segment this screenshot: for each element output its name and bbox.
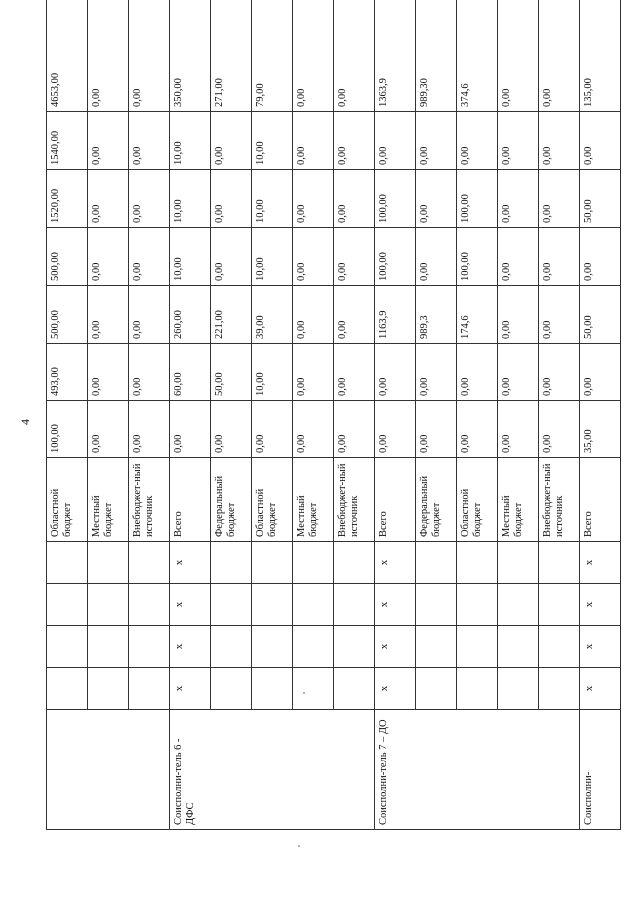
total-value-cell: 374,6 [457,0,498,112]
funding-source-cell: Всего [580,458,621,542]
mark-cell: x [375,584,416,626]
table-row [416,0,457,830]
scan-speck [298,845,300,847]
funding-source-cell: Областной бюджет [47,458,88,542]
year-value-cell: 0,00 [88,170,129,228]
mark-cell [498,584,539,626]
mark-cell [88,542,129,584]
funding-source-cell: Местный бюджет [498,458,539,542]
mark-cell [539,542,580,584]
year-value-cell: 989,3 [416,286,457,344]
year-value-cell: 0,00 [88,286,129,344]
total-value-cell: 989,30 [416,0,457,112]
year-value-cell: 0,00 [498,170,539,228]
mark-cell [88,584,129,626]
total-value-cell: 0,00 [293,0,334,112]
mark-cell [129,626,170,668]
year-value-cell: 0,00 [211,170,252,228]
budget-table [46,0,621,830]
year-value-cell: 0,00 [416,112,457,170]
year-value-cell: 260,00 [170,286,211,344]
mark-cell [457,542,498,584]
year-value-cell: 10,00 [170,228,211,286]
mark-cell: x [580,584,621,626]
year-value-cell: 0,00 [88,344,129,401]
year-value-cell: 35,00 [580,401,621,458]
year-value-cell: 0,00 [539,228,580,286]
mark-cell [498,542,539,584]
year-value-cell: 10,00 [170,170,211,228]
year-value-cell: 0,00 [293,170,334,228]
executor-cell: Соисполни- [580,710,621,830]
year-value-cell: 0,00 [416,170,457,228]
executor-cell: Соисполни-тель 6 - ДФС [170,710,375,830]
mark-cell [47,626,88,668]
mark-cell [498,668,539,710]
year-value-cell: 0,00 [293,286,334,344]
total-value-cell: 1363,9 [375,0,416,112]
total-value-cell: 0,00 [498,0,539,112]
mark-cell [293,668,334,710]
table-row [580,0,621,830]
year-value-cell: 0,00 [375,344,416,401]
year-value-cell: 0,00 [539,344,580,401]
year-value-cell: 0,00 [293,112,334,170]
year-value-cell: 0,00 [129,401,170,458]
mark-cell [457,584,498,626]
year-value-cell: 50,00 [580,170,621,228]
year-value-cell: 10,00 [170,112,211,170]
year-value-cell: 500,00 [47,228,88,286]
year-value-cell: 0,00 [375,112,416,170]
year-value-cell: 0,00 [334,170,375,228]
total-value-cell: 79,00 [252,0,293,112]
year-value-cell: 0,00 [498,401,539,458]
year-value-cell: 0,00 [457,112,498,170]
rotated-page [46,40,596,830]
year-value-cell: 0,00 [334,228,375,286]
total-value-cell: 0,00 [539,0,580,112]
year-value-cell: 100,00 [457,170,498,228]
mark-cell [416,542,457,584]
year-value-cell: 0,00 [88,401,129,458]
year-value-cell: 174,6 [457,286,498,344]
year-value-cell: 493,00 [47,344,88,401]
mark-cell: x [580,626,621,668]
table-body [47,0,621,830]
funding-source-cell: Внебюджет-ный источник [129,458,170,542]
funding-source-cell: Всего [375,458,416,542]
mark-cell [211,542,252,584]
mark-cell [334,626,375,668]
year-value-cell: 0,00 [539,112,580,170]
year-value-cell: 0,00 [539,401,580,458]
mark-cell [88,668,129,710]
total-value-cell: 4653,00 [47,0,88,112]
year-value-cell: 0,00 [457,344,498,401]
funding-source-cell: Областной бюджет [252,458,293,542]
year-value-cell: 60,00 [170,344,211,401]
year-value-cell: 10,00 [252,228,293,286]
mark-cell: x [580,542,621,584]
year-value-cell: 0,00 [334,112,375,170]
year-value-cell: 0,00 [211,112,252,170]
total-value-cell: 0,00 [129,0,170,112]
year-value-cell: 0,00 [498,286,539,344]
mark-cell [252,626,293,668]
year-value-cell: 0,00 [580,344,621,401]
year-value-cell: 0,00 [293,401,334,458]
year-value-cell: 100,00 [375,170,416,228]
year-value-cell: 0,00 [129,344,170,401]
table-row [170,0,211,830]
mark-cell: x [170,668,211,710]
table-row [498,0,539,830]
table-row [293,0,334,830]
year-value-cell: 0,00 [170,401,211,458]
year-value-cell: 0,00 [498,344,539,401]
funding-source-cell: Федеральный бюджет [416,458,457,542]
mark-cell [129,542,170,584]
mark-cell [211,626,252,668]
year-value-cell: 10,00 [252,112,293,170]
scan-speck [303,692,305,694]
mark-cell [334,584,375,626]
mark-cell [293,584,334,626]
funding-source-cell: Всего [170,458,211,542]
year-value-cell: 0,00 [211,228,252,286]
mark-cell: x [170,542,211,584]
mark-cell [47,584,88,626]
year-value-cell: 0,00 [416,401,457,458]
mark-cell [211,584,252,626]
table-row [252,0,293,830]
mark-cell [129,584,170,626]
mark-cell: x [375,626,416,668]
year-value-cell: 0,00 [334,286,375,344]
year-value-cell: 0,00 [129,112,170,170]
funding-source-cell: Местный бюджет [293,458,334,542]
table-row [211,0,252,830]
executor-cell: Соисполни-тель 7 – ДО [375,710,580,830]
mark-cell [293,626,334,668]
year-value-cell: 10,00 [252,344,293,401]
funding-source-cell: Федеральный бюджет [211,458,252,542]
mark-cell [539,668,580,710]
year-value-cell: 0,00 [129,228,170,286]
year-value-cell: 0,00 [539,170,580,228]
year-value-cell: 0,00 [416,228,457,286]
table-row [129,0,170,830]
funding-source-cell: Местный бюджет [88,458,129,542]
mark-cell [457,626,498,668]
year-value-cell: 1520,00 [47,170,88,228]
mark-cell [88,626,129,668]
mark-cell [252,542,293,584]
year-value-cell: 0,00 [498,228,539,286]
mark-cell [539,584,580,626]
year-value-cell: 0,00 [211,401,252,458]
year-value-cell: 0,00 [129,170,170,228]
year-value-cell: 1163,9 [375,286,416,344]
table-row [47,0,88,830]
year-value-cell: 50,00 [211,344,252,401]
year-value-cell: 0,00 [334,344,375,401]
year-value-cell: 1540,00 [47,112,88,170]
table-row [334,0,375,830]
mark-cell [252,668,293,710]
year-value-cell: 100,00 [47,401,88,458]
table-row [457,0,498,830]
mark-cell [129,668,170,710]
year-value-cell: 100,00 [375,228,416,286]
funding-source-cell: Внебюджет-ный источник [539,458,580,542]
total-value-cell: 0,00 [334,0,375,112]
year-value-cell: 0,00 [293,228,334,286]
table-row [375,0,416,830]
year-value-cell: 500,00 [47,286,88,344]
year-value-cell: 0,00 [580,228,621,286]
year-value-cell: 0,00 [498,112,539,170]
mark-cell: x [580,668,621,710]
year-value-cell: 0,00 [416,344,457,401]
year-value-cell: 0,00 [129,286,170,344]
funding-source-cell: Внебюджет-ный источник [334,458,375,542]
mark-cell [416,584,457,626]
year-value-cell: 0,00 [293,344,334,401]
mark-cell [47,668,88,710]
year-value-cell: 0,00 [334,401,375,458]
mark-cell [539,626,580,668]
year-value-cell: 10,00 [252,170,293,228]
year-value-cell: 100,00 [457,228,498,286]
mark-cell [293,542,334,584]
mark-cell [47,542,88,584]
mark-cell [416,668,457,710]
year-value-cell: 0,00 [580,112,621,170]
year-value-cell: 0,00 [457,401,498,458]
mark-cell [334,542,375,584]
mark-cell: x [170,626,211,668]
table-row [539,0,580,830]
year-value-cell: 0,00 [252,401,293,458]
year-value-cell: 39,00 [252,286,293,344]
total-value-cell: 0,00 [88,0,129,112]
year-value-cell: 0,00 [88,112,129,170]
mark-cell: x [170,584,211,626]
mark-cell [211,668,252,710]
mark-cell [334,668,375,710]
year-value-cell: 0,00 [88,228,129,286]
year-value-cell: 0,00 [539,286,580,344]
mark-cell [457,668,498,710]
total-value-cell: 350,00 [170,0,211,112]
mark-cell: x [375,668,416,710]
year-value-cell: 221,00 [211,286,252,344]
year-value-cell: 50,00 [580,286,621,344]
mark-cell: x [375,542,416,584]
year-value-cell: 0,00 [375,401,416,458]
executor-cell [47,710,170,830]
total-value-cell: 135,00 [580,0,621,112]
total-value-cell: 271,00 [211,0,252,112]
table-row [88,0,129,830]
mark-cell [416,626,457,668]
page-number: 4 [18,419,32,425]
funding-source-cell: Областной бюджет [457,458,498,542]
mark-cell [498,626,539,668]
mark-cell [252,584,293,626]
